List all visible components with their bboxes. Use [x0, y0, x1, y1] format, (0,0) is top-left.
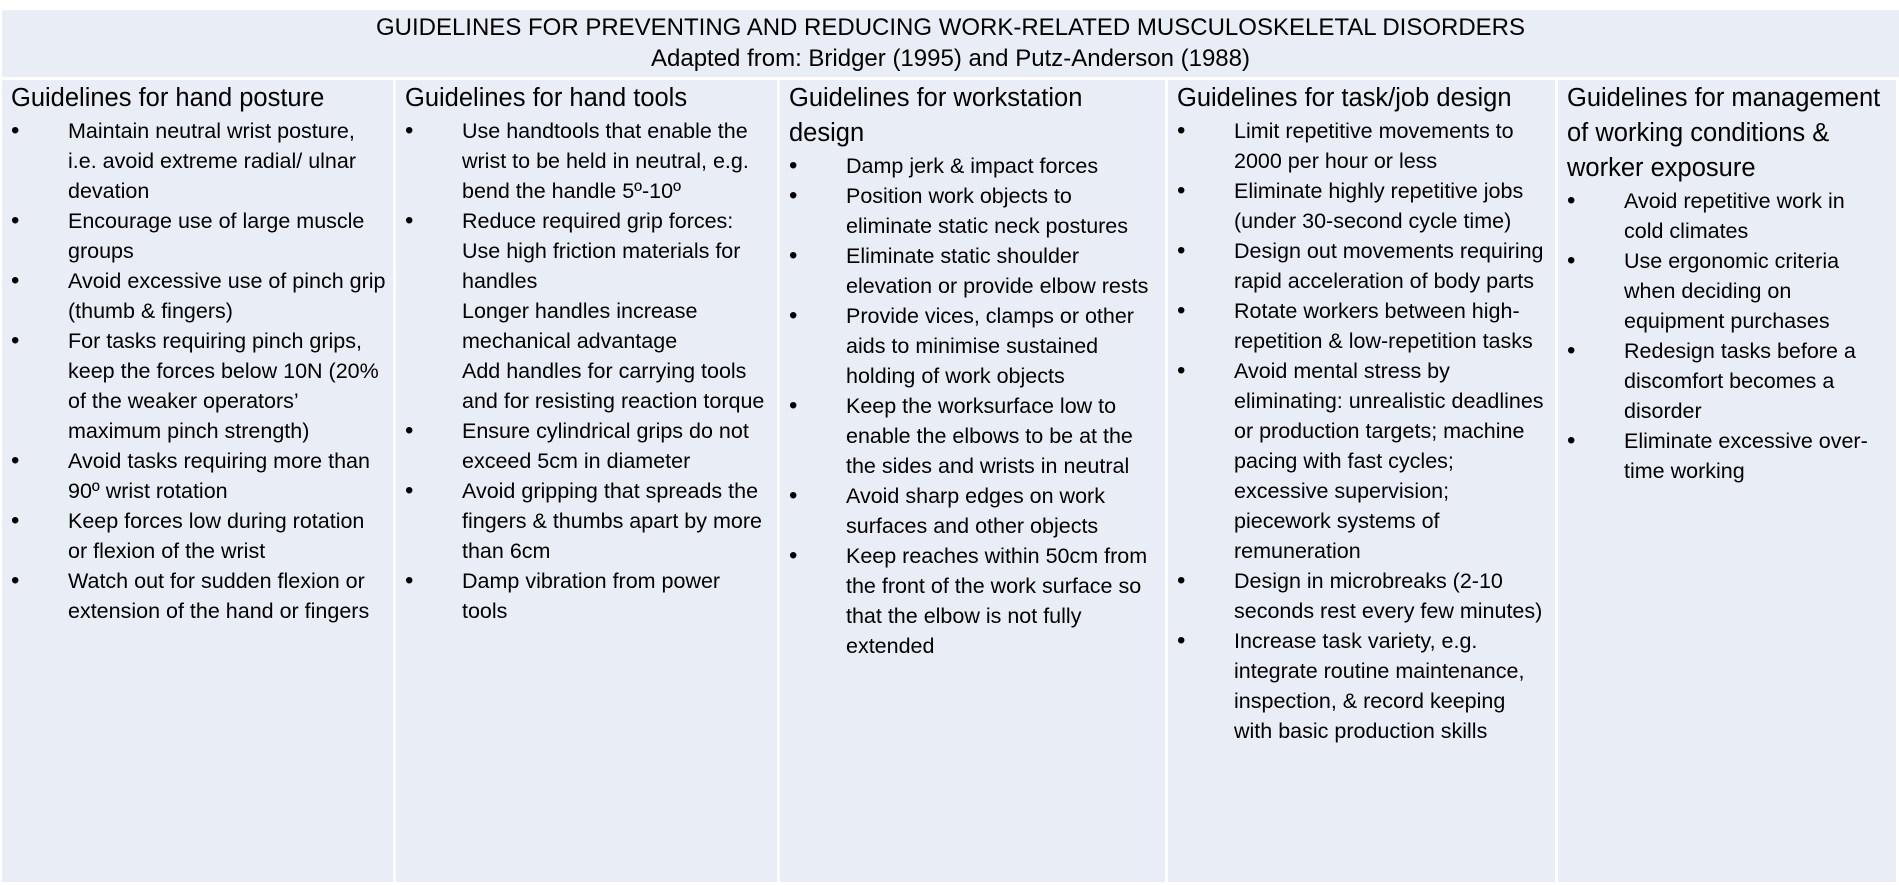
guideline-list: [405, 116, 771, 626]
column-heading: Guidelines for hand tools: [405, 84, 688, 112]
list-item: • Design in microbreaks (2-10 seconds rest every few minutes): [1177, 566, 1549, 626]
list-item: • Position work objects to eliminate static neck postures: [789, 181, 1159, 241]
list-item: • Design out movements requiring rapid acceleration of body parts: [1177, 236, 1549, 296]
list-item: • Use ergonomic criteria when deciding on equipment purchases: [1567, 246, 1890, 336]
table-title: GUIDELINES FOR PREVENTING AND REDUCING WORK-RELATED MUSCULOSKELETAL DISORDERS: [375, 14, 1526, 41]
list-item: • Keep the worksurface low to enable the elbows to be at the the sides and wrists in neutral: [789, 391, 1159, 481]
column-heading: Guidelines for management of working conditions & worker exposure: [1567, 84, 1881, 182]
list-item: • Avoid excessive use of pinch grip (thumb & fingers): [11, 266, 387, 326]
column-task-job-design: [1168, 80, 1555, 882]
column-workstation-design: [780, 80, 1165, 882]
list-item: • Limit repetitive movements to 2000 per hour or less: [1177, 116, 1549, 176]
list-item: • Maintain neutral wrist posture, i.e. avoid extreme radial/ ulnar devation: [11, 116, 387, 206]
list-item: • Eliminate highly repetitive jobs (under 30-second cycle time): [1177, 176, 1549, 236]
table-subtitle: Adapted from: Bridger (1995) and Putz-Anderson (1988): [650, 45, 1250, 72]
list-item: • Rotate workers between high-repetition & low-repetition tasks: [1177, 296, 1549, 356]
list-item: • Keep reaches within 50cm from the front of the work surface so that the elbow is not fully extended: [789, 541, 1159, 661]
list-item: • Provide vices, clamps or other aids to minimise sustained holding of work objects: [789, 301, 1159, 391]
column-management-conditions: [1558, 80, 1896, 882]
list-item: • Watch out for sudden flexion or extension of the hand or fingers: [11, 566, 387, 626]
list-item: • Use handtools that enable the wrist to be held in neutral, e.g. bend the handle 5º-10º: [405, 116, 771, 206]
list-item: • Avoid tasks requiring more than 90º wrist rotation: [11, 446, 387, 506]
column-heading: Guidelines for hand posture: [11, 84, 325, 112]
columns-row: [2, 80, 1899, 882]
list-item: • Eliminate excessive over-time working: [1567, 426, 1890, 486]
column-heading: Guidelines for task/job design: [1177, 84, 1512, 112]
guidelines-table: [2, 10, 1899, 882]
list-item: • Damp jerk & impact forces: [789, 151, 1159, 181]
list-item: • Eliminate static shoulder elevation or provide elbow rests: [789, 241, 1159, 301]
list-item: Longer handles increase mechanical advantage: [462, 299, 698, 353]
table-title-row: [2, 10, 1899, 77]
list-item: • Avoid repetitive work in cold climates: [1567, 186, 1890, 246]
list-item: • Damp vibration from power tools: [405, 566, 771, 626]
list-item: • Reduce required grip forces: Use high friction materials for handles: [405, 206, 771, 296]
list-item: • Avoid gripping that spreads the fingers & thumbs apart by more than 6cm: [405, 476, 771, 566]
list-item: • Redesign tasks before a discomfort becomes a disorder: [1567, 336, 1890, 426]
guideline-list: [789, 151, 1159, 661]
guideline-list: [1177, 116, 1549, 746]
list-item: Add handles for carrying tools and for resisting reaction torque: [462, 359, 765, 413]
list-item: • Avoid sharp edges on work surfaces and other objects: [789, 481, 1159, 541]
list-item: • Encourage use of large muscle groups: [11, 206, 387, 266]
column-hand-tools: [396, 80, 777, 882]
guideline-list: [1567, 186, 1890, 486]
list-item: • Ensure cylindrical grips do not exceed 5cm in diameter: [405, 416, 771, 476]
column-hand-posture: [2, 80, 393, 882]
list-item: • For tasks requiring pinch grips, keep the forces below 10N (20% of the weaker operators’ maximum pinch strength): [11, 326, 387, 446]
list-item: • Avoid mental stress by eliminating: unrealistic deadlines or production targets; machine pacing with fast cycles; excessive supervision; piecework systems of remuneration: [1177, 356, 1549, 566]
list-item: • Increase task variety, e.g. integrate routine maintenance, inspection, & record keeping with basic production skills: [1177, 626, 1549, 746]
column-heading: Guidelines for workstation design: [789, 84, 1083, 147]
guideline-list: [11, 116, 387, 626]
list-item: • Keep forces low during rotation or flexion of the wrist: [11, 506, 387, 566]
